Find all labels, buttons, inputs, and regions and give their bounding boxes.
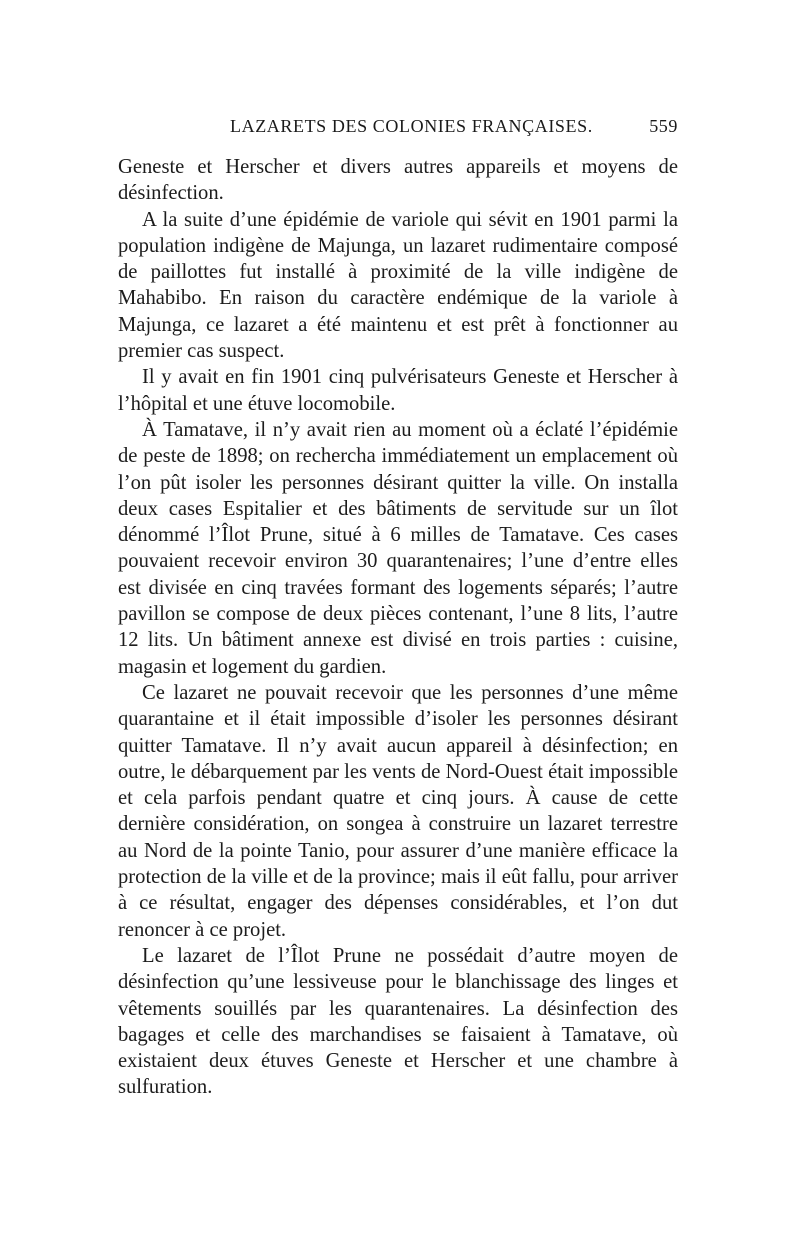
running-header (118, 116, 678, 144)
paragraph-desinfection: Le lazaret de l’Îlot Prune ne possédait d’autre moyen de désinfection qu’une lessiveuse pour le blanchissage des linges et vêtements souillés par les quarantenaires. La désinfection des bagages et celle des marchandises se faisaient à Tamatave, où existaient deux étuves Geneste et Herscher et une chambre à sulfuration. (118, 944, 678, 1099)
book-page (118, 116, 678, 1101)
paragraph-majunga-variole: A la suite d’une épidémie de variole qui sévit en 1901 parmi la population indigène de Majunga, un lazaret rudimentaire composé de paillottes fut installé à proximité de la ville indigène de Mahabibo. En raison du caractère endémique de la variole à Majunga, ce lazaret a été maintenu et est prêt à fonctionner au premier cas suspect. (118, 208, 678, 363)
paragraph-continued: Geneste et Herscher et divers autres appareils et moyens de désinfection. (118, 156, 678, 205)
paragraph-tamatave-ilot-prune: À Tamatave, il n’y avait rien au moment où a éclaté l’épidémie de peste de 1898; on rechercha immédiatement un emplacement où l’on pût isoler les personnes désirant quitter la ville. On installa deux cases Espitalier et des bâtiments de servitude sur un îlot dénommé l’Îlot Prune, situé à 6 milles de Tamatave. Ces cases pouvaient recevoir environ 30 quarantenaires; l’une d’entre elles est divisée en cinq travées formant des logements séparés; l’autre pavillon se compose de deux pièces contenant, l’une 8 lits, l’autre 12 lits. Un bâtiment annexe est divisé en trois parties : cuisine, magasin et logement du gardien. (118, 418, 678, 678)
paragraph-lazaret-limites: Ce lazaret ne pouvait recevoir que les personnes d’une même quarantaine et il était impossible d’isoler les personnes désirant quitter Tamatave. Il n’y avait aucun appareil à désinfection; en outre, le débarquement par les vents de Nord-Ouest était impossible et cela parfois pendant quatre et cinq jours. À cause de cette dernière considération, on songea à construire un lazaret terrestre au Nord de la pointe Tanio, pour assurer d’une manière efficace la protection de la ville et de la province; mais il eût fallu, pour arriver à ce résultat, engager des dépenses considérables, et l’on dut renoncer à ce projet. (118, 681, 678, 941)
page-number: 559 (649, 116, 678, 136)
paragraph-pulverisateurs: Il y avait en fin 1901 cinq pulvérisateurs Geneste et Herscher à l’hôpital et une étuve locomobile. (118, 366, 678, 415)
body-text (118, 154, 678, 1101)
running-title: LAZARETS DES COLONIES FRANÇAISES. (230, 116, 593, 136)
